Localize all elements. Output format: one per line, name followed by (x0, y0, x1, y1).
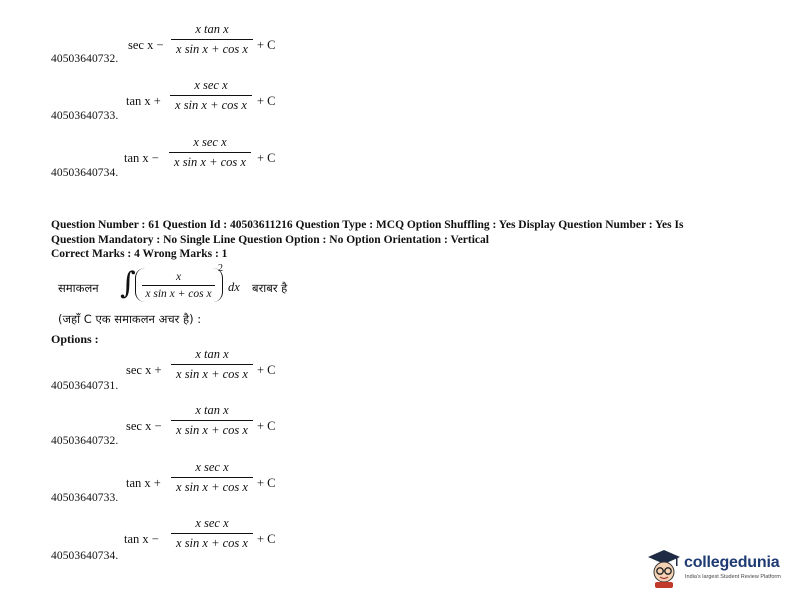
logo-tagline: India's largest Student Review Platform (685, 574, 781, 580)
formula-fraction (171, 403, 253, 438)
question-meta-line-2: Question Mandatory : No Single Line Question Option : No Option Orientation : Vertical (51, 233, 489, 246)
mascot-icon (646, 548, 682, 588)
fraction-bar (171, 364, 253, 365)
formula-fraction (170, 78, 252, 113)
formula-fraction (169, 135, 251, 170)
formula-rhs: + C (257, 151, 276, 165)
collegedunia-logo (646, 548, 786, 590)
exponent: 2 (218, 263, 223, 274)
question-prefix: समाकलन (58, 281, 99, 295)
option-id: 40503640733. (51, 492, 119, 504)
formula-numerator: x sec x (193, 135, 227, 149)
formula-fraction (171, 22, 253, 57)
formula-numerator: x tan x (195, 22, 229, 36)
option-id: 40503640733. (51, 110, 119, 122)
fraction-bar (142, 285, 215, 286)
options-label: Options : (51, 332, 99, 346)
formula-lhs: sec x − (126, 419, 162, 433)
formula-numerator: x sec x (195, 460, 229, 474)
formula-rhs: + C (257, 419, 276, 433)
formula-lhs: tan x + (126, 94, 161, 108)
integral-sign: ∫ (120, 266, 136, 301)
fraction-bar (171, 39, 253, 40)
formula-denominator: x sin x + cos x (174, 155, 246, 169)
formula-fraction (171, 516, 253, 551)
question-meta-line-1: Question Number : 61 Question Id : 40503611216 Question Type : MCQ Option Shuffling : Yes Display Question Number : Yes Is (51, 219, 684, 231)
formula-rhs: + C (257, 363, 276, 377)
option-id: 40503640732. (51, 435, 119, 447)
differential: dx (228, 280, 240, 294)
formula-denominator: x sin x + cos x (176, 42, 248, 56)
option-id: 40503640732. (51, 53, 119, 65)
formula-lhs: tan x − (124, 151, 159, 165)
formula-denominator: x sin x + cos x (175, 98, 247, 112)
formula-fraction (171, 460, 253, 495)
formula-denominator: x sin x + cos x (176, 367, 248, 381)
option-id: 40503640734. (51, 167, 119, 179)
formula-rhs: + C (257, 94, 276, 108)
fraction-bar (171, 533, 253, 534)
formula-denominator: x sin x + cos x (176, 480, 248, 494)
logo-name: collegedunia (684, 554, 780, 571)
integrand-denominator: x sin x + cos x (145, 288, 212, 300)
option-id: 40503640731. (51, 380, 119, 392)
formula-numerator: x sec x (194, 78, 228, 92)
formula-rhs: + C (257, 532, 276, 546)
formula-numerator: x tan x (195, 403, 229, 417)
integrand-numerator: x (175, 271, 182, 283)
formula-fraction (171, 347, 253, 382)
option-id: 40503640734. (51, 550, 119, 562)
formula-lhs: sec x + (126, 363, 162, 377)
question-note: (जहाँ C एक समाकलन अचर है) : (58, 312, 202, 326)
formula-denominator: x sin x + cos x (176, 423, 248, 437)
fraction-bar (171, 420, 253, 421)
question-header (51, 218, 751, 262)
fraction-bar (169, 152, 251, 153)
formula-numerator: x tan x (195, 347, 229, 361)
formula-lhs: tan x − (124, 532, 159, 546)
integrand-fraction (142, 271, 215, 300)
fraction-bar (171, 477, 253, 478)
formula-lhs: tan x + (126, 476, 161, 490)
formula-numerator: x sec x (195, 516, 229, 530)
formula-rhs: + C (257, 38, 276, 52)
fraction-bar (170, 95, 252, 96)
formula-denominator: x sin x + cos x (176, 536, 248, 550)
question-suffix: बराबर है (252, 281, 288, 295)
question-marks: Correct Marks : 4 Wrong Marks : 1 (51, 248, 228, 260)
formula-rhs: + C (257, 476, 276, 490)
formula-lhs: sec x − (128, 38, 164, 52)
